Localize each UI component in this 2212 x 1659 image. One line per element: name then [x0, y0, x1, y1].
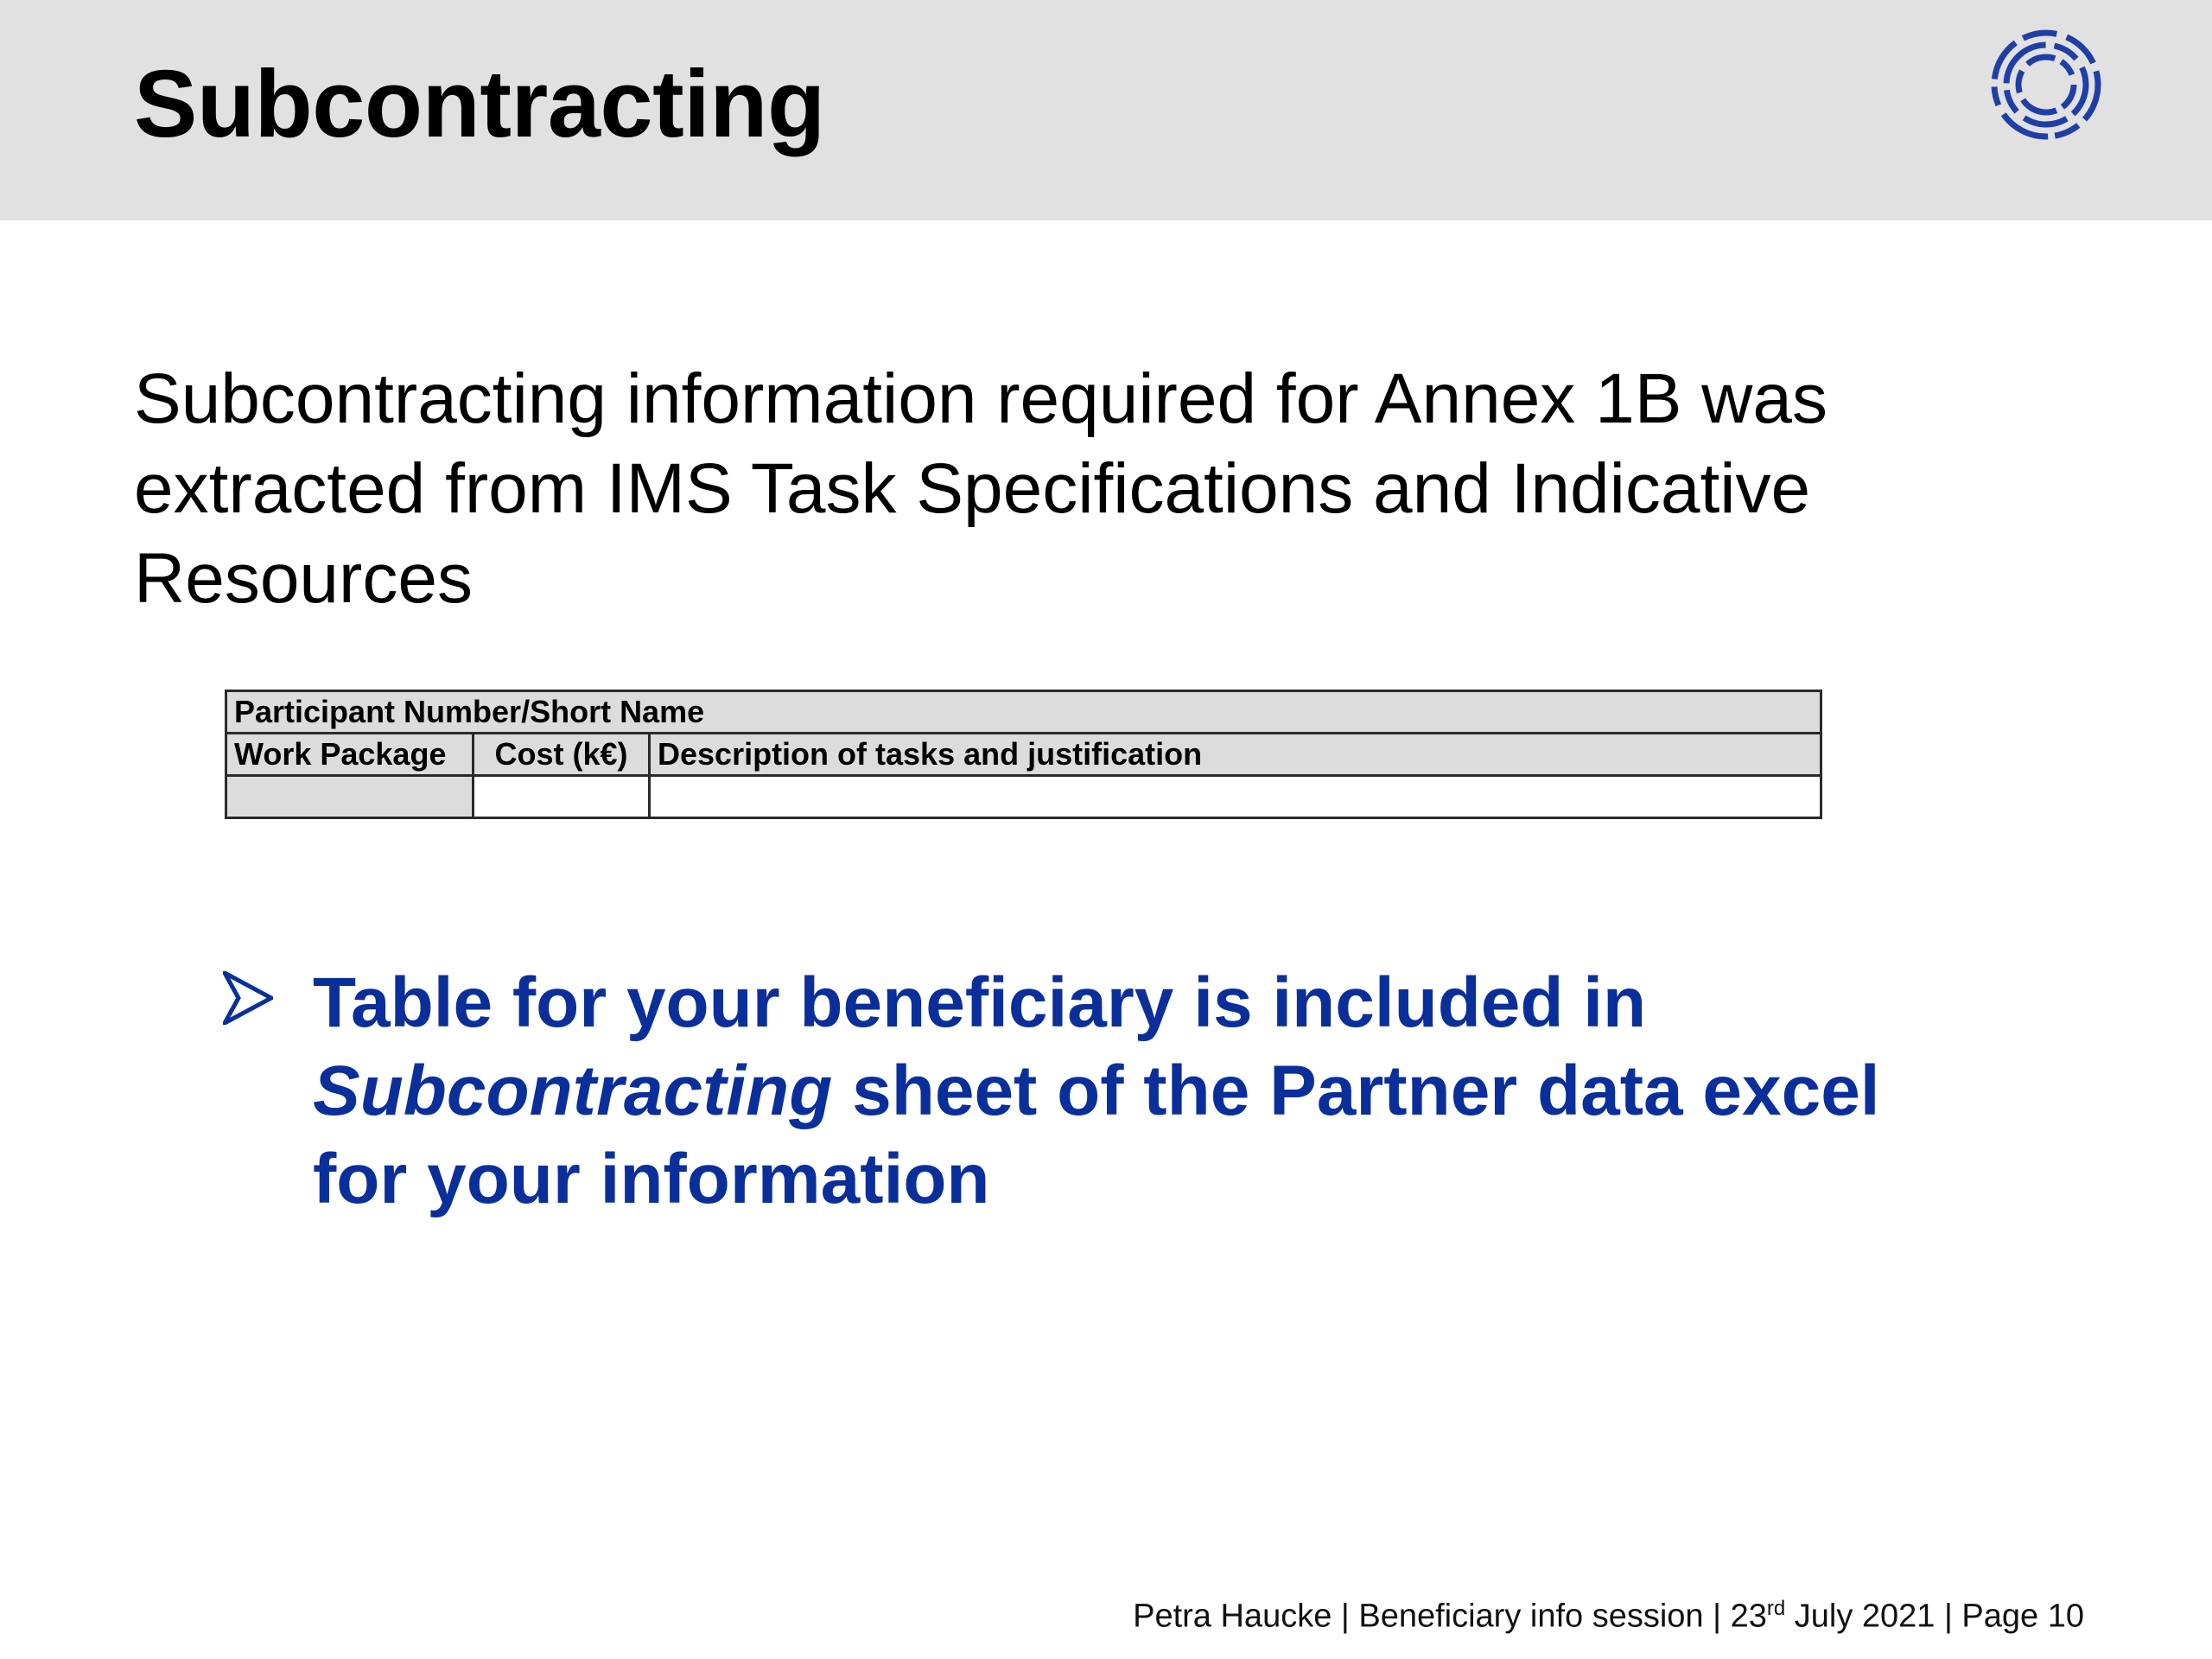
subcontracting-table	[225, 690, 1822, 819]
column-header-work-package: Work Package	[226, 734, 474, 776]
footer-date-suffix: rd	[1766, 1597, 1786, 1620]
table-title-row	[226, 691, 1821, 734]
bullet-text-emphasis: Subcontracting	[313, 1052, 833, 1130]
table-header-row	[226, 734, 1821, 776]
slide-footer: Petra Haucke | Beneficiary info session | 23rd July 2021 | Page 10	[1133, 1597, 2084, 1635]
table-cell-description	[650, 776, 1821, 818]
arrowhead-bullet-icon	[223, 971, 273, 1025]
body-paragraph: Subcontracting information required for Annex 1B was extracted from IMS Task Specifications and Indicative Resources	[134, 359, 1827, 618]
bullet-text-part1: Table for your beneficiary is included in	[313, 963, 1647, 1042]
column-header-cost: Cost (k€)	[474, 734, 650, 776]
circular-segments-logo-icon	[1986, 24, 2107, 145]
footer-date-rest: July 2021	[1785, 1598, 1936, 1635]
footer-event: Beneficiary info session	[1358, 1598, 1704, 1635]
slide-title: Subcontracting	[134, 51, 825, 157]
bullet-text	[313, 959, 1955, 1224]
footer-author: Petra Haucke	[1133, 1598, 1332, 1635]
column-header-description: Description of tasks and justification	[650, 734, 1821, 776]
footer-page-number: Page 10	[1961, 1598, 2084, 1635]
bullet-text-part2: sheet of the Partner data excel for your information	[313, 1052, 1880, 1218]
table-row	[226, 776, 1821, 818]
footer-date-day: 23	[1730, 1598, 1767, 1635]
table-title-cell: Participant Number/Short Name	[226, 691, 1821, 734]
table-cell-cost	[474, 776, 650, 818]
table-cell-work-package	[226, 776, 474, 818]
